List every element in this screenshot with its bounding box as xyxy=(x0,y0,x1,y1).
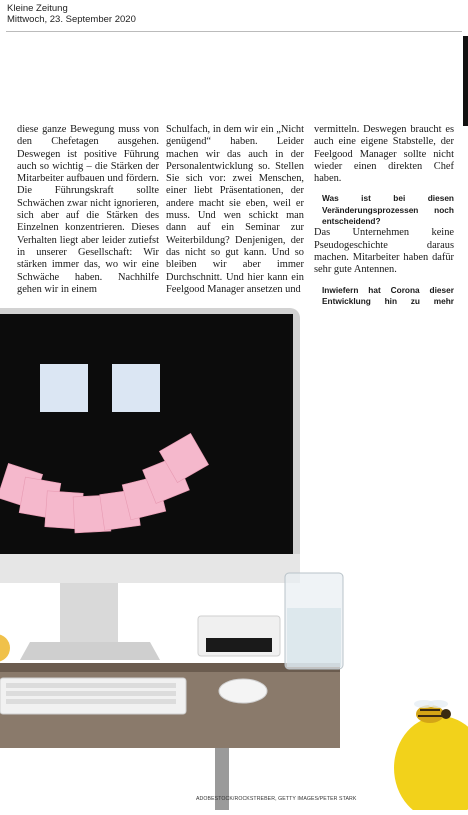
photo-credit: ADOBESTOCK/ROCKSTREBER, GETTY IMAGES/PETER STARK xyxy=(196,796,357,802)
monitor-base xyxy=(20,642,160,660)
article-column-1 xyxy=(17,124,159,296)
interview-question: Inwiefern hat Corona dieser Entwicklung hin zu mehr xyxy=(322,284,454,306)
mouse xyxy=(219,679,267,703)
eye-note-right xyxy=(112,364,160,412)
issue-date: Mittwoch, 23. September 2020 xyxy=(7,14,136,25)
edge-letter: I xyxy=(463,92,467,106)
photo-illustration xyxy=(0,308,468,810)
monitor-stand xyxy=(60,582,118,642)
monitor-screen xyxy=(0,314,293,554)
page-edge-marker xyxy=(454,36,468,126)
interview-question: Was ist bei diesen Veränderungsprozessen noch entscheidend? xyxy=(322,193,454,227)
newspaper-name: Kleine Zeitung xyxy=(7,3,68,14)
paragraph: diese ganze Bewegung muss von den Chefetagen ausgehen. Deswegen ist positive Führung auch so wichtig – die Stärken der Mitarbeiter aufbauen und fördern. Die Führungskraft sollte Schwächen zwar nicht ignorieren, sich aber auf die Stärken des Einzelnen konzentrieren. Dieses Verhalten liegt aber leider zutiefst in unserer Gesellschaft: Wir stärken immer das, wo wir eine Schwäche haben. Nachhilfe gehen wir in einem xyxy=(17,124,159,295)
edge-bar xyxy=(463,36,468,126)
paragraph: vermitteln. Deswegen braucht es auch eine eigene Stabstelle, der Feelgood Manager sollte nicht wieder einen direkten Chef haben. xyxy=(314,124,454,185)
monitor-chin xyxy=(0,554,300,583)
paragraph: Schulfach, in dem wir ein „Nicht genügend“ haben. Leider machen wir das auch in der Personalentwicklung so. Stellen Sie sich vor: zwei Menschen, einer liebt Präsentationen, der andere macht sie eben, weil er muss. Und wen schickt man dann auf ein Seminar zur Weiterbildung? Denjenigen, der das nicht so gut kann. Und so bleiben wir aber immer Durchschnitt. Und hier kann ein Feelgood Manager ansetzen und xyxy=(166,124,304,295)
page-header xyxy=(7,3,136,25)
article-column-2 xyxy=(166,124,304,296)
paragraph: Das Unternehmen keine Pseudogeschichte daraus machen. Mitarbeiter haben dafür sehr gute Antennen. xyxy=(314,227,454,276)
eye-note-left xyxy=(40,364,88,412)
article-photo xyxy=(0,308,468,810)
header-divider xyxy=(6,31,462,32)
